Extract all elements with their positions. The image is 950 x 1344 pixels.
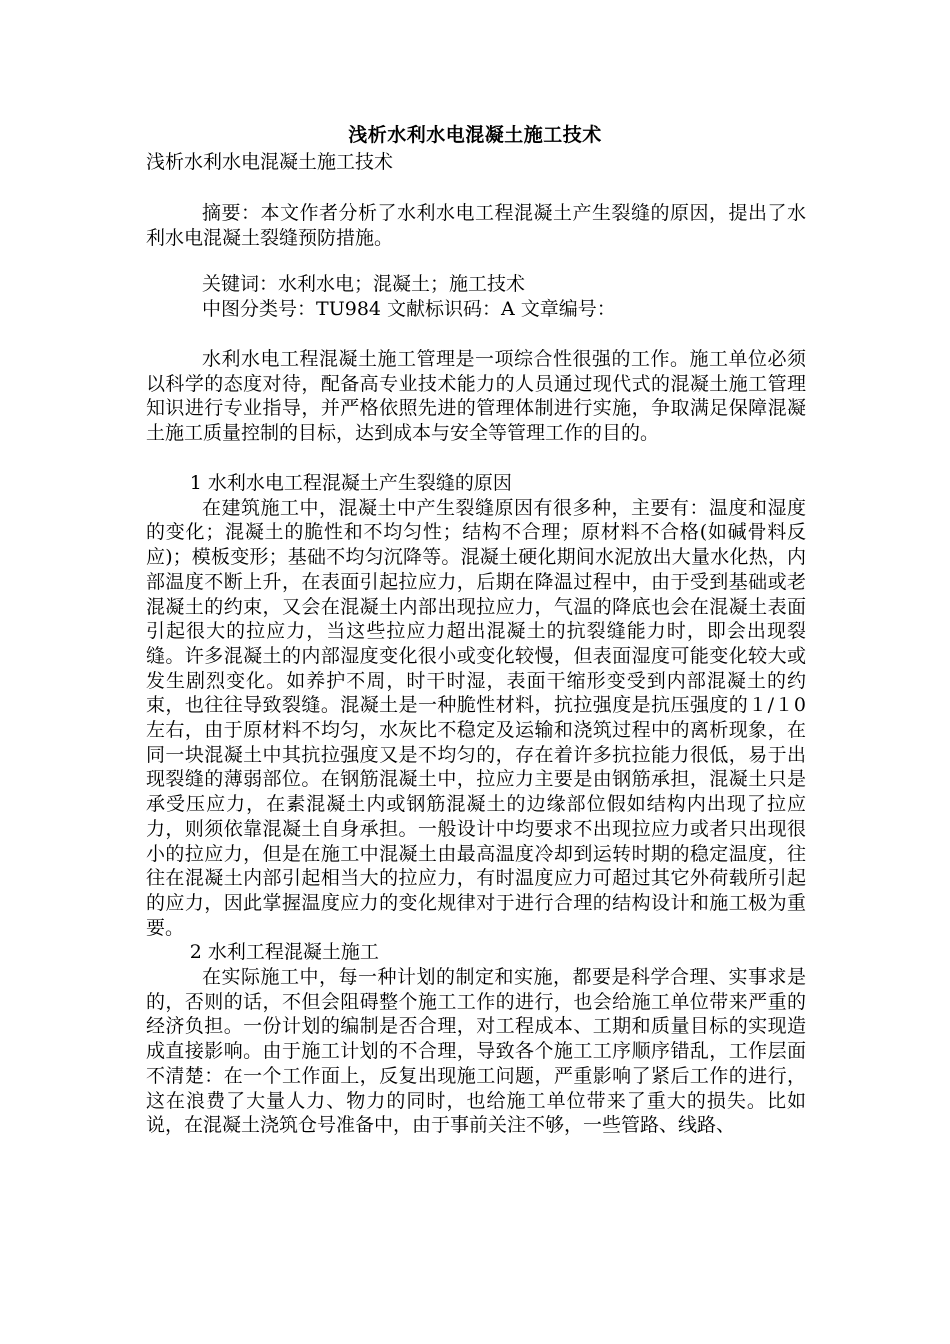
section-1-heading: 1 水利水电工程混凝土产生裂缝的原因 xyxy=(189,472,512,494)
document-title: 浅析水利水电混凝土施工技术 xyxy=(348,124,602,146)
section-2-heading: 2 水利工程混凝土施工 xyxy=(189,941,379,964)
main-body xyxy=(146,471,806,1138)
section-1-body: 在建筑施工中，混凝土中产生裂缝原因有很多种，主要有：温度和湿度的变化；混凝土的脆性和不均匀性；结构不合理；原材料不合格(如碱骨料反应)；模板变形；基础不均匀沉降等。混凝土硬化期间水泥放出大量水化热，内部温度不断上升，在表面引起拉应力，后期在降温过程中，由于受到基础或老混凝土的约束，又会在混凝土内部出现拉应力，气温的降底也会在混凝土表面引起很大的拉应力，当这些拉应力超出混凝土的抗裂缝能力时，即会出现裂缝。许多混凝土的内部湿度变化很小或变化较慢，但表面湿度可能变化较大或发生剧烈变化。如养护不周，时干时湿，表面干缩形变受到内部混凝土的约束，也往往导致裂缝。混凝土是一种脆性材料，抗拉强度是抗压强度的１/１0左右，由于原材料不均匀，水灰比不稳定及运输和浇筑过程中的离析现象，在同一块混凝土中其抗拉强度又是不均匀的，存在着许多抗拉能力很低，易于出现裂缝的薄弱部位。在钢筋混凝土中，拉应力主要是由钢筋承担，混凝土只是承受压应力，在素混凝土内或钢筋混凝土的边缘部位假如结构内出现了拉应力，则须依靠混凝土自身承担。一般设计中均要求不出现拉应力或者只出现很小的拉应力，但是在施工中混凝土由最高温度冷却到运转时期的稳定温度，往往在混凝土内部引起相当大的拉应力，有时温度应力可超过其它外荷载所引起的应力，因此掌握温度应力的变化规律对于进行合理的结构设计和施工极为重要。 xyxy=(146,496,806,939)
section-2-body: 在实际施工中，每一种计划的制定和实施，都要是科学合理、实事求是的，否则的话，不但会阻碍整个施工工作的进行，也会给施工单位带来严重的经济负担。一份计划的编制是否合理，对工程成本、工期和质量目标的实现造成直接影响。由于施工计划的不合理，导致各个施工工序顺序错乱，工作层面不清楚：在一个工作面上，反复出现施工问题，严重影响了紧后工作的进行，这在浪费了大量人力、物力的同时，也给施工单位带来了重大的损失。比如说，在混凝土浇筑仓号准备中，由于事前关注不够，一些管路、线路、 xyxy=(146,966,806,1137)
document-subtitle: 浅析水利水电混凝土施工技术 xyxy=(146,151,394,173)
abstract-paragraph: 摘要：本文作者分析了水利水电工程混凝土产生裂缝的原因，提出了水利水电混凝土裂缝预防措施。 xyxy=(146,202,806,249)
keywords-line: 关键词：水利水电；混凝土；施工技术 xyxy=(202,273,526,295)
intro-paragraph: 水利水电工程混凝土施工管理是一项综合性很强的工作。施工单位必须以科学的态度对待，配备高专业技术能力的人员通过现代式的混凝土施工管理知识进行专业指导，并严格依照先进的管理体制进行实施，争取满足保障混凝土施工质量控制的目标，达到成本与安全等管理工作的目的。 xyxy=(146,348,806,445)
classification-line: 中图分类号：TU984 文献标识码：A 文章编号： xyxy=(202,298,616,320)
